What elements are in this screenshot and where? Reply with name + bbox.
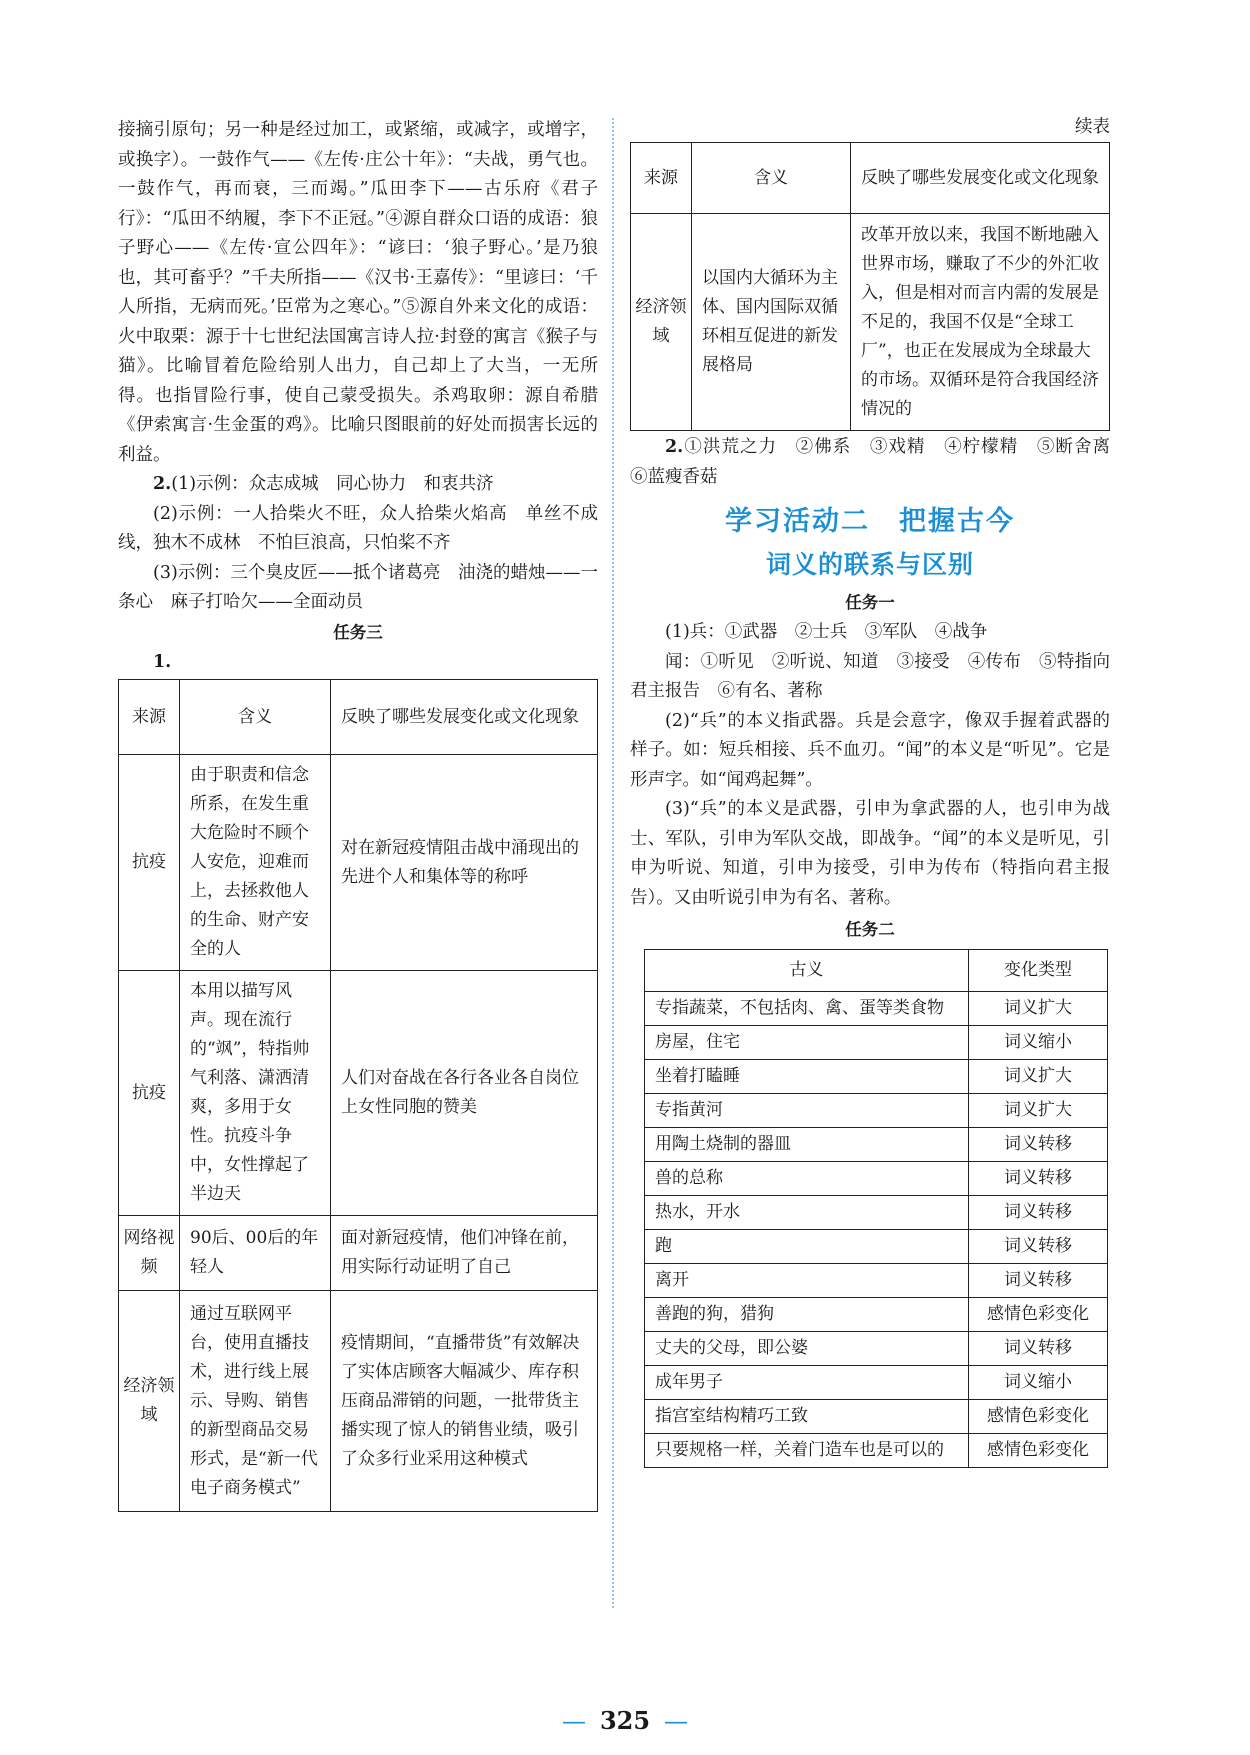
task3-table — [118, 679, 598, 1512]
table-cell: 词义扩大 — [969, 1094, 1108, 1128]
footer-dash-right: — — [664, 1707, 689, 1735]
table-header-row — [645, 950, 1108, 992]
table-header-row — [119, 680, 598, 755]
task1-item-2: 闻：①听见 ②听说、知道 ③接受 ④传布 ⑤特指向君主报告 ⑥有名、著称 — [630, 651, 1110, 701]
table-cell: 词义缩小 — [969, 1366, 1108, 1400]
table-row — [645, 1094, 1108, 1128]
continued-table — [630, 142, 1110, 431]
table-header-cell: 反映了哪些发展变化或文化现象 — [851, 143, 1110, 214]
table-cell: 离开 — [645, 1264, 969, 1298]
task1-item-3: (2)“兵”的本义指武器。兵是会意字，像双手握着武器的样子。如：短兵相接、兵不血刃。“闻”的本义是“听见”。它是形声字。如“闻鸡起舞”。 — [630, 710, 1110, 790]
right-q2 — [630, 433, 1128, 492]
table-header-cell: 反映了哪些发展变化或文化现象 — [331, 680, 598, 755]
table-row — [631, 214, 1110, 431]
task1-title: 任务一 — [845, 593, 895, 612]
table-cell: 感情色彩变化 — [969, 1298, 1108, 1332]
table-cell: 抗疫 — [119, 755, 180, 971]
table-cell: 面对新冠疫情，他们冲锋在前，用实际行动证明了自己 — [331, 1216, 598, 1291]
footer-dash-left: — — [561, 1707, 586, 1735]
table-cell: 对在新冠疫情阻击战中涌现出的先进个人和集体等的称呼 — [331, 755, 598, 971]
table-cell: 词义转移 — [969, 1332, 1108, 1366]
table-cell: 由于职责和信念所系，在发生重大危险时不顾个人安危，迎难而上，去拯救他人的生命、财产安全的人 — [180, 755, 331, 971]
table-cell: 丈夫的父母，即公婆 — [645, 1332, 969, 1366]
table-row — [645, 1128, 1108, 1162]
task3-title: 任务三 — [333, 622, 383, 642]
table-cell: 经济领域 — [119, 1291, 180, 1512]
table-cell: 词义转移 — [969, 1196, 1108, 1230]
task1-item-4: (3)“兵”的本义是武器，引申为拿武器的人，也引申为战士、军队，引申为军队交战，即战争。“闻”的本义是听见，引申为听说、知道，引申为接受，引申为传布（特指向君主报告）。又由听说引申为有名、著称。 — [630, 799, 1110, 908]
table-cell: 网络视频 — [119, 1216, 180, 1291]
table-row — [119, 1216, 598, 1291]
table-cell: 词义缩小 — [969, 1026, 1108, 1060]
table-header-cell: 来源 — [631, 143, 692, 214]
q2-item-3: (3)示例：三个臭皮匠——抵个诸葛亮 油浇的蜡烛——一条心 麻子打哈欠——全面动员 — [118, 562, 598, 612]
table-cell: 跑 — [645, 1230, 969, 1264]
table-header-cell: 含义 — [180, 680, 331, 755]
table-cell: 词义转移 — [969, 1230, 1108, 1264]
column-divider — [612, 118, 614, 1608]
table-cell: 专指蔬菜，不包括肉、禽、蛋等类食物 — [645, 992, 969, 1026]
table-cell: 词义转移 — [969, 1264, 1108, 1298]
q1-number: 1. — [153, 651, 172, 672]
table-cell: 指宫室结构精巧工致 — [645, 1400, 969, 1434]
table-row — [645, 1162, 1108, 1196]
q2-number: 2. — [153, 474, 172, 494]
table-row — [645, 1060, 1108, 1094]
table-cell: 本用以描写风声。现在流行的“飒”，特指帅气利落、潇洒清爽，多用于女性。抗疫斗争中，女性撑起了半边天 — [180, 971, 331, 1216]
table-cell: 感情色彩变化 — [969, 1434, 1108, 1468]
q2-item-1-text: (1)示例：众志成城 同心协力 和衷共济 — [171, 474, 494, 494]
sub-title: 词义的联系与区别 — [765, 550, 974, 579]
table-row — [645, 1298, 1108, 1332]
meaning-table — [644, 949, 1108, 1468]
table-row — [645, 1230, 1108, 1264]
table-cell: 词义转移 — [969, 1162, 1108, 1196]
table-cell: 以国内大循环为主体、国内国际双循环相互促进的新发展格局 — [692, 214, 851, 431]
table-cell: 兽的总称 — [645, 1162, 969, 1196]
table-row — [119, 971, 598, 1216]
table-row — [645, 1264, 1108, 1298]
table-header-cell: 含义 — [692, 143, 851, 214]
table-cell: 经济领域 — [631, 214, 692, 431]
table-row — [645, 1434, 1108, 1468]
table-cell: 抗疫 — [119, 971, 180, 1216]
table-cell: 疫情期间，“直播带货”有效解决了实体店顾客大幅减少、库存积压商品滞销的问题，一批带货主播实现了惊人的销售业绩，吸引了众多行业采用这种模式 — [331, 1291, 598, 1512]
page-footer — [0, 1706, 1250, 1735]
table-cell: 词义转移 — [969, 1128, 1108, 1162]
table-header-row — [631, 143, 1110, 214]
q2-item-1 — [118, 470, 598, 500]
table-row — [645, 1332, 1108, 1366]
table-cell: 感情色彩变化 — [969, 1400, 1108, 1434]
right-q2-text: ①洪荒之力 ②佛系 ③戏精 ④柠檬精 ⑤断舍离 ⑥蓝瘦香菇 — [630, 437, 1128, 487]
right-column — [630, 116, 1128, 1468]
table-row — [645, 992, 1108, 1026]
table-header-cell: 变化类型 — [969, 950, 1108, 992]
table-row — [645, 1196, 1108, 1230]
table-row — [119, 1291, 598, 1512]
table-row — [645, 1026, 1108, 1060]
table-cell: 人们对奋战在各行各业各自岗位上女性同胞的赞美 — [331, 971, 598, 1216]
table-cell: 词义扩大 — [969, 1060, 1108, 1094]
table-header-cell: 来源 — [119, 680, 180, 755]
q2-item-2: (2)示例：一人拾柴火不旺，众人拾柴火焰高 单丝不成线，独木不成林 不怕巨浪高，只怕桨不齐 — [118, 503, 598, 553]
table-cell: 通过互联网平台，使用直播技术，进行线上展示、导购、销售的新型商品交易形式，是“新一代电子商务模式” — [180, 1291, 331, 1512]
section-title: 学习活动二 把握古今 — [725, 506, 1015, 537]
right-q2-number: 2. — [665, 437, 684, 457]
task1-item-1: (1)兵：①武器 ②士兵 ③军队 ④战争 — [665, 622, 988, 642]
table-cell: 只要规格一样，关着门造车也是可以的 — [645, 1434, 969, 1468]
table-cell: 成年男子 — [645, 1366, 969, 1400]
table-row — [645, 1400, 1108, 1434]
table-cell: 善跑的狗，猎狗 — [645, 1298, 969, 1332]
table-header-cell: 古义 — [645, 950, 969, 992]
table-cell: 坐着打瞌睡 — [645, 1060, 969, 1094]
table-row — [645, 1366, 1108, 1400]
table-cell: 用陶土烧制的器皿 — [645, 1128, 969, 1162]
table-cell: 改革开放以来，我国不断地融入世界市场，赚取了不少的外汇收入，但是相对而言内需的发展是不足的，我国不仅是“全球工厂”，也正在发展成为全球最大的市场。双循环是符合我国经济情况的 — [851, 214, 1110, 431]
continued-table-label: 续表 — [1075, 117, 1110, 137]
table-cell: 热水，开水 — [645, 1196, 969, 1230]
page-number: 325 — [599, 1706, 651, 1735]
table-row — [119, 755, 598, 971]
task2-title: 任务二 — [845, 920, 895, 939]
left-column — [118, 116, 598, 1512]
table-cell: 词义扩大 — [969, 992, 1108, 1026]
table-cell: 房屋，住宅 — [645, 1026, 969, 1060]
table-cell: 90后、00后的年轻人 — [180, 1216, 331, 1291]
intro-paragraph: 接摘引原句；另一种是经过加工，或紧缩，或减字，或增字，或换字）。一鼓作气——《左传·庄公十年》：“夫战，勇气也。一鼓作气，再而衰，三而竭。”瓜田李下——古乐府《君子行》：“瓜田不纳履，李下不正冠。”④源自群众口语的成语：狼子野心——《左传·宣公四年》：“谚曰：‘狼子野心。’是乃狼也，其可畜乎？”千夫所指——《汉书·王嘉传》：“里谚曰：‘千人所指，无病而死。’臣常为之寒心。”⑤源自外来文化的成语：火中取栗：源于十七世纪法国寓言诗人拉·封登的寓言《猴子与猫》。比喻冒着危险给别人出力，自己却上了大当，一无所得。也指冒险行事，使自己蒙受损失。杀鸡取卵：源自希腊《伊索寓言·生金蛋的鸡》。比喻只图眼前的好处而损害长远的利益。 — [118, 120, 598, 465]
table-cell: 专指黄河 — [645, 1094, 969, 1128]
